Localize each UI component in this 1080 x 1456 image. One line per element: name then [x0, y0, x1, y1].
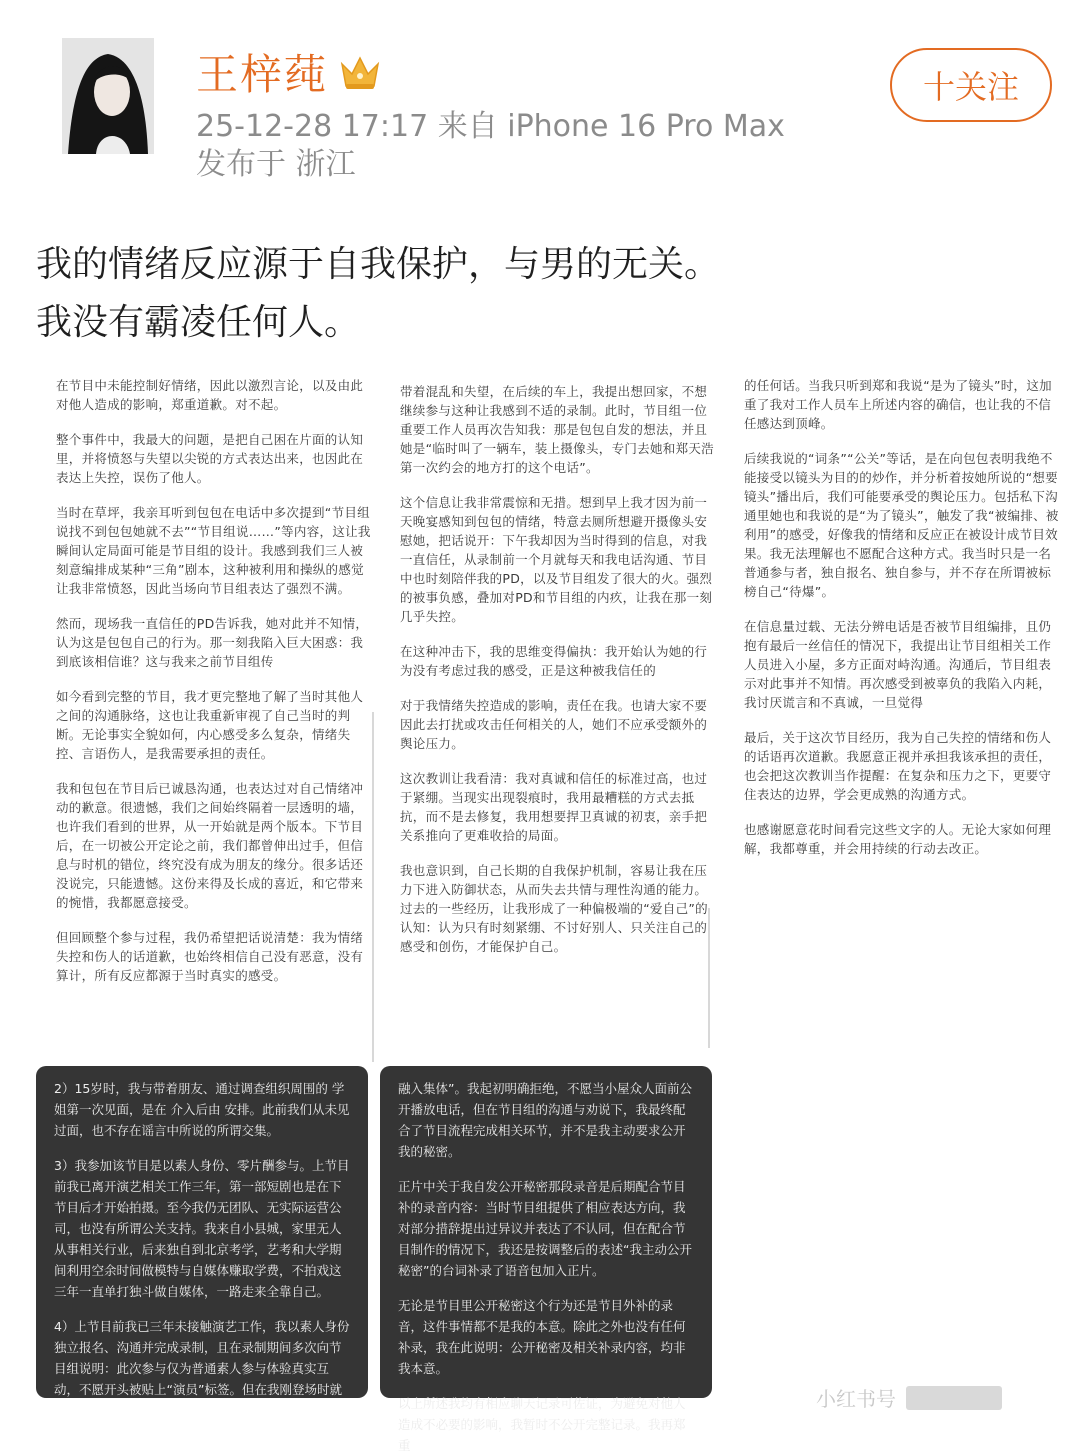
statement-column-3[interactable] [744, 376, 1062, 896]
follow-button[interactable] [890, 48, 1052, 122]
statement-paragraph: 在节目中未能控制好情绪，因此以激烈言论，以及由此对他人造成的影响，郑重道歉。对不起。 [56, 378, 364, 412]
crown-badge-icon [338, 52, 382, 92]
statement-paragraph: 2）15岁时，我与带着朋友、通过调查组织周围的 学姐第一次见面，是在 介入后由 安排。此前我们从未见过面，也不存在谣言中所说的所谓交集。 [54, 1081, 350, 1138]
watermark-text: 小红书号 [816, 1387, 896, 1411]
statement-paragraph: 3）我参加该节目是以素人身份、零片酬参与。上节目前我已离开演艺相关工作三年，第一部短剧也是在下节目后才开始拍摄。至今我仍无团队、无实际运营公司，也没有所谓公关支持。我来自小县城，家里无人从事相关行业，后来独自到北京考学，艺考和大学期间利用空余时间做模特与自媒体赚取学费，不拍戏这三年一直单打独斗做自媒体，一路走来全靠自己。 [54, 1158, 350, 1299]
post-location: 发布于 浙江 [196, 146, 356, 182]
statement-paragraph: 在信息量过载、无法分辨电话是否被节目组编排，且仍抱有最后一丝信任的情况下，我提出让节目组相关工作人员进入小屋，多方正面对峙沟通。沟通后，节目组表示对此事并不知情。再次感受到被辜负的我陷入内耗，我讨厌谎言和不真诚，一旦觉得 [744, 619, 1052, 710]
statement-paragraph: 也感谢愿意花时间看完这些文字的人。无论大家如何理解，我都尊重，并会用持续的行动去改正。 [744, 822, 1052, 856]
post-line-1: 我的情绪反应源于自我保护，与男的无关。 [36, 244, 721, 285]
follow-label[interactable]: 十关注 [922, 68, 1019, 106]
statement-column-2[interactable] [400, 382, 718, 1050]
post-time-source: 25-12-28 17:17 来自 iPhone 16 Pro Max [196, 109, 785, 144]
image-divider [372, 712, 374, 1062]
statement-paragraph: 当时在草坪，我亲耳听到包包在电话中多次提到“节目组说找不到包包她就不去”“节目组说……”等内容，这让我瞬间认定局面可能是节目组的设计。我感到我们三人被刻意编排成某种“三角”剧本，这种被利用和操纵的感觉让我非常愤怒，因此当场向节目组表达了强烈不满。 [56, 505, 371, 596]
statement-paragraph: 无论是节目里公开秘密这个行为还是节目外补的录音，这件事情都不是我的本意。除此之外也没有任何补录，我在此说明：公开秘密及相关补录内容，均非我本意。 [398, 1298, 686, 1376]
statement-paragraph: 我也意识到，自己长期的自我保护机制，容易让我在压力下进入防御状态，从而失去共情与理性沟通的能力。过去的一些经历，让我形成了一种偏极端的“爱自己”的认知：认为只有时刻紧绷、不讨好别人、只关注自己的感受和创伤，才能保护自己。 [400, 863, 708, 954]
statement-dark-card-1[interactable] [36, 1066, 368, 1398]
statement-dark-card-2[interactable] [380, 1066, 712, 1453]
statement-paragraph: 这个信息让我非常震惊和无措。想到早上我才因为前一天晚宴感知到包包的情绪，特意去厕所想避开摄像头安慰她，把话说开：下午我却因为当时得到的信息，对我一直信任，从录制前一个月就每天和我电话沟通、节目中也时刻陪伴我的PD，以及节目组发了很大的火。强烈的被事负感，叠加对PD和节目组的内疚，让我在那一刻几乎失控。 [400, 495, 713, 624]
author-name-text[interactable]: 王梓莼 [196, 50, 329, 99]
post-line-2: 我没有霸凌任何人。 [36, 302, 361, 343]
post-meta [196, 108, 785, 183]
statement-paragraph: 如今看到完整的节目，我才更完整地了解了当时其他人之间的沟通脉络，这也让我重新审视了自己当时的判断。无论事实全貌如何，内心感受多么复杂，情绪失控、言语伤人，是我需要承担的责任。 [56, 689, 364, 761]
statement-paragraph: 最后，关于这次节目经历，我为自己失控的情绪和伤人的话语再次道歉。我愿意正视并承担我该承担的责任，也会把这次教训当作提醒：在复杂和压力之下，更要守住表达的边界，学会更成熟的沟通方式。 [744, 730, 1052, 802]
statement-paragraph: 后续我说的“词条”“公关”等话，是在向包包表明我绝不能接受以镜头为目的的炒作，并分析着按她所说的“想要镜头”播出后，我们可能要承受的舆论压力。包括私下沟通里她也和我说的是“为了镜头”，触发了我“被编排、被利用”的感受，好像我的情绪和反应正在被设计成节目效果。我无法理解也不愿配合这种方式。我当时只是一名普通参与者，独自报名、独自参与，并不存在所谓被标榜自己“待爆”。 [744, 451, 1059, 599]
author-avatar[interactable] [62, 38, 154, 154]
statement-paragraph: 在这种冲击下，我的思维变得偏执：我开始认为她的行为没有考虑过我的感受，正是这种被我信任的 [400, 644, 708, 678]
statement-paragraph: 然而，现场我一直信任的PD告诉我，她对此并不知情，认为这是包包自己的行为。那一刻我陷入巨大困惑：我到底该相信谁？这与我来之前节目组传 [56, 616, 369, 669]
watermark-id-redacted [906, 1386, 1002, 1410]
statement-paragraph: 对于我情绪失控造成的影响，责任在我。也请大家不要因此去打扰或攻击任何相关的人，她们不应承受额外的舆论压力。 [400, 698, 708, 751]
statement-paragraph: 融入集体”。我起初明确拒绝，不愿当小屋众人面前公开播放电话，但在节目组的沟通与劝说下，我最终配合了节目流程完成相关环节，并不是我主动要求公开我的秘密。 [398, 1081, 692, 1159]
author-name[interactable] [196, 42, 382, 102]
statement-paragraph: 我和包包在节目后已诚恳沟通，也表达过对自己情绪冲动的歉意。很遗憾，我们之间始终隔着一层透明的墙，也许我们看到的世界，从一开始就是两个版本。下节目后，在一切被公开定论之前，我们都曾伸出过手，但信息与时机的错位，终究没有成为朋友的缘分。很多话还没说完，只能遗憾。这份来得及长成的喜近，和它带来的惋惜，我都愿意接受。 [56, 781, 364, 910]
watermark [816, 1383, 1002, 1412]
statement-paragraph: 以上所述我均有相应聊天记录可佐证，为避免对他人造成不必要的影响，我暂时不公开完整记录。我再郑重 [398, 1396, 686, 1453]
post-content [36, 236, 1046, 352]
statement-paragraph: 但回顾整个参与过程，我仍希望把话说清楚：我为情绪失控和伤人的话道歉，也始终相信自己没有恶意，没有算计，所有反应都源于当时真实的感受。 [56, 930, 364, 983]
statement-column-1[interactable] [56, 376, 374, 1056]
statement-paragraph: 4）上节目前我已三年未接触演艺工作，我以素人身份独立报名、沟通并完成录制，且在录制期间多次向节目组说明：此次参与仅为普通素人参与体验真实互动，不愿开头被贴上“演员”标签。但在我刚登场时就 [54, 1319, 350, 1397]
statement-paragraph: 的任何话。当我只听到郑和我说“是为了镜头”时，这加重了我对工作人员车上所述内容的确信，也让我的不信任感达到顶峰。 [744, 378, 1052, 431]
statement-paragraph: 正片中关于我自发公开秘密那段录音是后期配合节目补的录音内容：当时节目组提供了相应表达方向，我对部分措辞提出过异议并表达了不认同，但在配合节目制作的情况下，我还是按调整后的表述“我主动公开秘密”的台词补录了语音包加入正片。 [398, 1179, 692, 1278]
statement-paragraph: 这次教训让我看清：我对真诚和信任的标准过高，也过于紧绷。当现实出现裂痕时，我用最糟糕的方式去抵抗，而不是去修复，我用想要捍卫真诚的初衷，亲手把关系推向了更难收拾的局面。 [400, 771, 708, 843]
avatar-image [62, 38, 154, 154]
statement-paragraph: 带着混乱和失望，在后续的车上，我提出想回家，不想继续参与这种让我感到不适的录制。此时，节目组一位重要工作人员再次告知我：那是包包自发的想法，并且她是“临时叫了一辆车，装上摄像头，专门去她和郑天浩第一次约会的地方打的这个电话”。 [400, 384, 714, 475]
statement-paragraph: 整个事件中，我最大的问题，是把自己困在片面的认知里，并将愤怒与失望以尖锐的方式表达出来，也因此在表达上失控，误伤了他人。 [56, 432, 364, 485]
image-divider [708, 908, 710, 1048]
